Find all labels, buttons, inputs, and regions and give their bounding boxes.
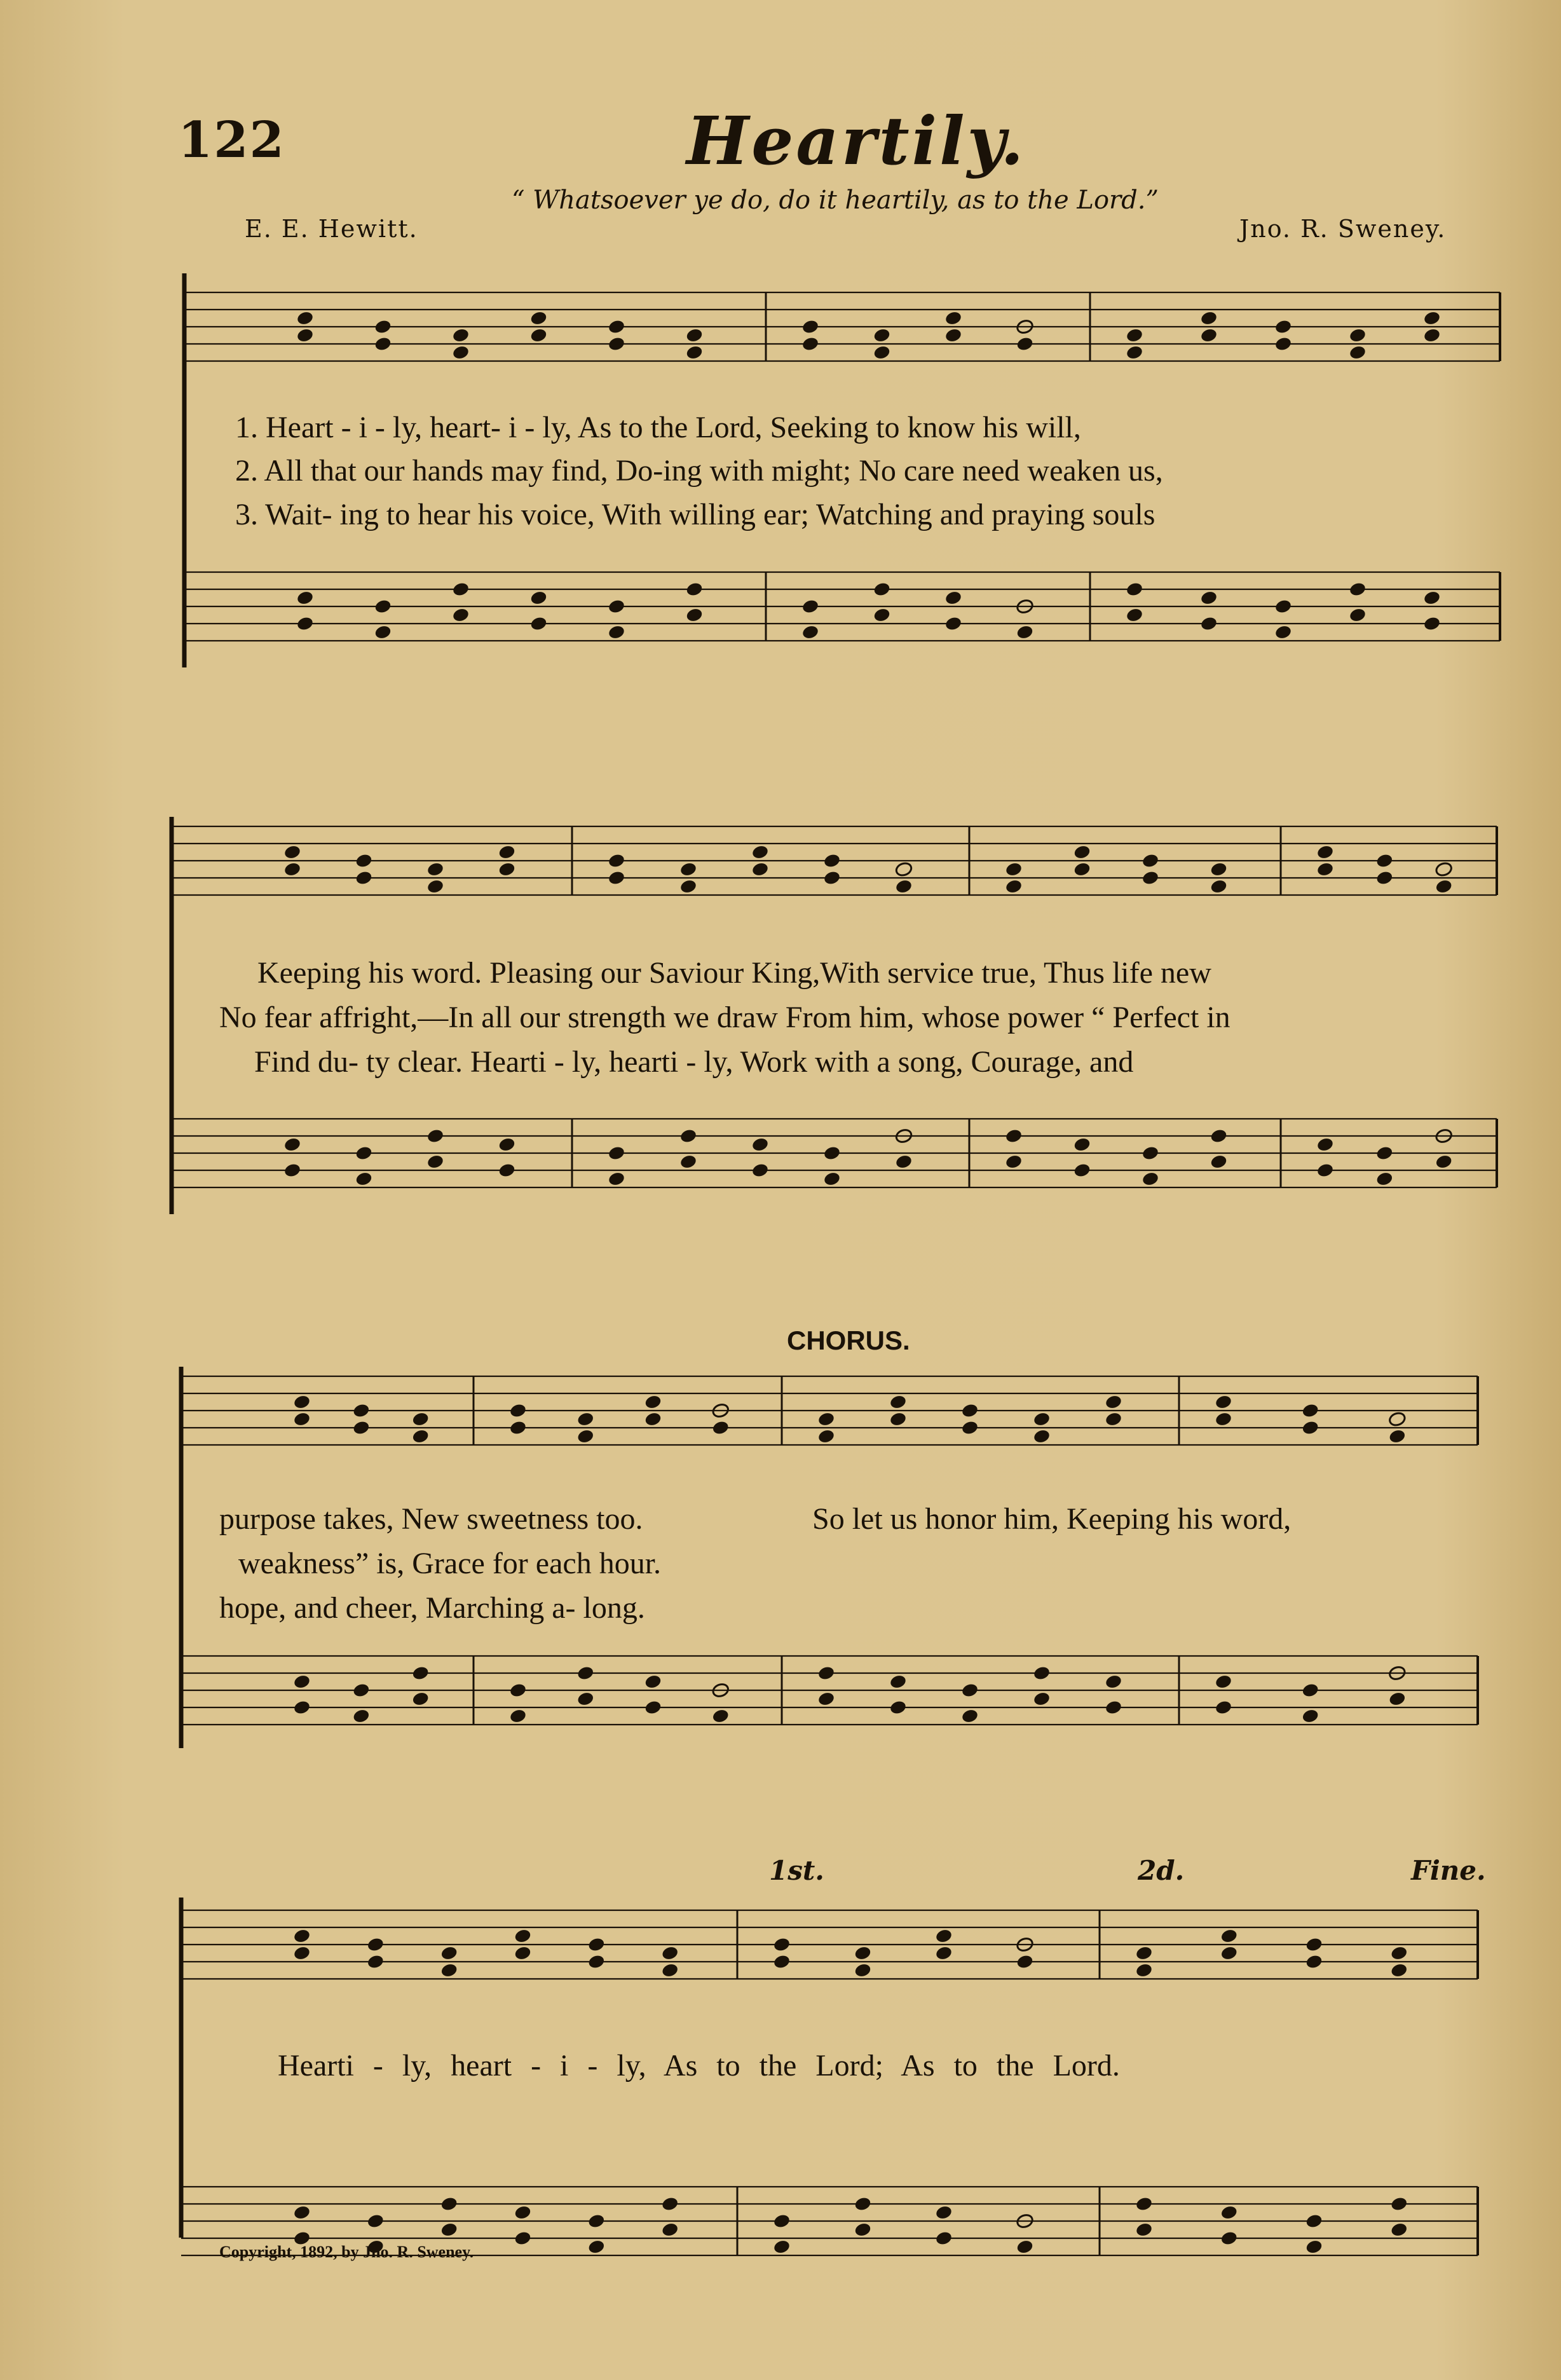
note-head — [293, 2205, 311, 2220]
note-head — [514, 2230, 532, 2246]
note-head — [374, 624, 392, 640]
note-head — [644, 1411, 662, 1427]
note-head — [355, 852, 373, 868]
note-head — [352, 1708, 371, 1724]
note-head — [1033, 1691, 1051, 1707]
note-head — [296, 615, 315, 631]
note-head — [661, 1945, 679, 1961]
note-head — [1274, 624, 1293, 640]
note-head — [895, 861, 913, 877]
note-head — [1033, 1665, 1051, 1681]
note-head — [1200, 327, 1218, 343]
note-head — [1301, 1419, 1319, 1435]
note-head — [1316, 1137, 1335, 1152]
note-head — [773, 1936, 791, 1952]
note-head — [498, 861, 516, 877]
note-head — [1349, 581, 1367, 597]
note-head — [374, 318, 392, 334]
note-head — [751, 1162, 770, 1178]
note-head — [1135, 1945, 1154, 1961]
note-head — [1210, 879, 1228, 894]
note-head — [283, 1137, 302, 1152]
note-head — [498, 1162, 516, 1178]
note-head — [1305, 1936, 1323, 1952]
note-head — [751, 844, 770, 860]
note-head — [961, 1682, 979, 1698]
lyric-s3-v3: hope, and cheer, Marching a- long. — [219, 1591, 645, 1625]
note-head — [1210, 1154, 1228, 1170]
note-head — [944, 327, 963, 343]
note-head — [873, 581, 891, 597]
note-head — [1135, 1962, 1154, 1978]
note-head — [1135, 2222, 1154, 2238]
note-head — [608, 870, 626, 886]
note-head — [1005, 861, 1023, 877]
note-head — [823, 852, 842, 868]
note-head — [1005, 1128, 1023, 1144]
note-head — [352, 1682, 371, 1698]
note-head — [296, 590, 315, 606]
note-head — [1435, 1154, 1453, 1170]
note-head — [661, 2196, 679, 2212]
copyright: Copyright, 1892, by Jno. R. Sweney. — [219, 2243, 474, 2261]
note-head — [817, 1691, 836, 1707]
note-head — [296, 327, 315, 343]
note-head — [644, 1699, 662, 1715]
note-head — [352, 1402, 371, 1418]
note-head — [293, 1394, 311, 1410]
note-head — [440, 1945, 458, 1961]
composer: Jno. R. Sweney. — [1239, 215, 1447, 243]
note-head — [529, 310, 548, 326]
note-head — [283, 861, 302, 877]
note-head — [711, 1419, 730, 1435]
note-head — [411, 1691, 430, 1707]
note-head — [817, 1665, 836, 1681]
lyric-s1-v1: 1. Heart - i - ly, heart- i - ly, As to the Lord, Seeking to know his will, — [235, 411, 1081, 444]
note-head — [1349, 345, 1367, 360]
note-head — [1016, 336, 1034, 352]
note-head — [1215, 1394, 1233, 1410]
note-head — [509, 1708, 528, 1724]
note-head — [1301, 1402, 1319, 1418]
note-head — [498, 844, 516, 860]
note-head — [961, 1419, 979, 1435]
note-head — [1316, 1162, 1335, 1178]
note-head — [1349, 607, 1367, 623]
note-head — [1305, 2213, 1323, 2229]
note-head — [1388, 1411, 1407, 1427]
note-head — [685, 607, 704, 623]
note-head — [1210, 861, 1228, 877]
lyric-s4: Hearti - ly, heart - i - ly, As to the Lord; As to the Lord. — [278, 2049, 1120, 2082]
note-head — [773, 2213, 791, 2229]
note-head — [411, 1665, 430, 1681]
note-head — [608, 624, 626, 640]
note-head — [935, 2205, 953, 2220]
note-head — [587, 1936, 606, 1952]
note-head — [685, 327, 704, 343]
first-ending-label: 1st. — [769, 1855, 824, 1886]
note-head — [293, 1699, 311, 1715]
note-head — [1105, 1699, 1123, 1715]
note-head — [452, 327, 470, 343]
note-head — [576, 1665, 595, 1681]
note-head — [773, 1953, 791, 1969]
note-head — [1375, 1145, 1394, 1161]
note-head — [1305, 1953, 1323, 1969]
note-head — [873, 327, 891, 343]
note-head — [1126, 607, 1144, 623]
note-head — [1435, 879, 1453, 894]
note-head — [961, 1402, 979, 1418]
note-head — [509, 1419, 528, 1435]
note-head — [509, 1402, 528, 1418]
note-head — [679, 1128, 698, 1144]
note-head — [661, 2222, 679, 2238]
note-head — [1375, 852, 1394, 868]
note-head — [644, 1674, 662, 1690]
note-head — [1200, 615, 1218, 631]
note-head — [608, 1145, 626, 1161]
note-head — [587, 1953, 606, 1969]
note-head — [1200, 310, 1218, 326]
note-head — [817, 1428, 836, 1444]
lyric-s2-v2: No fear affright,—In all our strength we draw From him, whose power “ Perfect in — [219, 1001, 1230, 1034]
note-head — [817, 1411, 836, 1427]
note-head — [1073, 844, 1091, 860]
note-head — [440, 1962, 458, 1978]
note-head — [1220, 1928, 1238, 1944]
note-head — [1349, 327, 1367, 343]
note-head — [355, 870, 373, 886]
note-head — [576, 1691, 595, 1707]
note-head — [1388, 1691, 1407, 1707]
note-head — [944, 590, 963, 606]
note-head — [514, 1928, 532, 1944]
lyric-s1-v2: 2. All that our hands may find, Do-ing with might; No care need weaken us, — [235, 454, 1163, 488]
note-head — [1105, 1394, 1123, 1410]
note-head — [644, 1394, 662, 1410]
note-head — [366, 2213, 385, 2229]
note-head — [1220, 1945, 1238, 1961]
note-head — [854, 1945, 872, 1961]
note-head — [1423, 615, 1442, 631]
note-head — [854, 1962, 872, 1978]
note-head — [679, 861, 698, 877]
note-head — [1215, 1699, 1233, 1715]
note-head — [587, 2239, 606, 2255]
note-head — [1073, 1162, 1091, 1178]
note-head — [1073, 861, 1091, 877]
note-head — [411, 1428, 430, 1444]
note-head — [1274, 336, 1293, 352]
note-head — [1142, 852, 1160, 868]
note-head — [679, 1154, 698, 1170]
note-head — [608, 318, 626, 334]
note-head — [352, 1419, 371, 1435]
note-head — [1016, 1953, 1034, 1969]
note-head — [293, 1674, 311, 1690]
note-head — [751, 1137, 770, 1152]
note-head — [1423, 590, 1442, 606]
note-head — [1316, 844, 1335, 860]
note-head — [801, 318, 820, 334]
note-head — [1142, 1145, 1160, 1161]
note-head — [355, 1145, 373, 1161]
note-head — [944, 615, 963, 631]
note-head — [685, 345, 704, 360]
note-head — [944, 310, 963, 326]
note-head — [411, 1411, 430, 1427]
note-head — [529, 327, 548, 343]
note-head — [1375, 1171, 1394, 1187]
note-head — [1126, 327, 1144, 343]
lyric-s1-v3: 3. Wait- ing to hear his voice, With willing ear; Watching and praying souls — [235, 498, 1155, 531]
note-head — [576, 1411, 595, 1427]
hymn-title: Heartily. — [686, 102, 1026, 180]
lyric-s3-v1: purpose takes, New sweetness too. — [219, 1502, 643, 1536]
note-head — [1423, 310, 1442, 326]
note-head — [426, 1154, 445, 1170]
note-head — [935, 1928, 953, 1944]
note-head — [711, 1708, 730, 1724]
note-head — [873, 345, 891, 360]
note-head — [452, 345, 470, 360]
note-head — [1316, 861, 1335, 877]
note-head — [751, 861, 770, 877]
note-head — [1135, 2196, 1154, 2212]
note-head — [426, 1128, 445, 1144]
note-head — [1274, 318, 1293, 334]
lyric-s2-v1: Keeping his word. Pleasing our Saviour King,With service true, Thus life new — [257, 956, 1211, 990]
note-head — [1220, 2205, 1238, 2220]
note-head — [608, 1171, 626, 1187]
fine-marking: Fine. — [1411, 1855, 1486, 1886]
note-head — [1016, 624, 1034, 640]
note-head — [661, 1962, 679, 1978]
note-head — [608, 598, 626, 614]
note-head — [426, 879, 445, 894]
note-head — [685, 581, 704, 597]
note-head — [773, 2239, 791, 2255]
note-head — [587, 2213, 606, 2229]
note-head — [1105, 1411, 1123, 1427]
note-head — [801, 624, 820, 640]
note-head — [1301, 1708, 1319, 1724]
note-head — [895, 879, 913, 894]
lyric-s2-v3: Find du- ty clear. Hearti - ly, hearti - ly, Work with a song, Courage, and — [254, 1045, 1134, 1079]
note-head — [374, 598, 392, 614]
note-head — [1005, 1154, 1023, 1170]
lyric-s3-v2: weakness” is, Grace for each hour. — [238, 1547, 662, 1580]
note-head — [823, 870, 842, 886]
note-head — [1220, 2230, 1238, 2246]
note-head — [283, 844, 302, 860]
note-head — [895, 1154, 913, 1170]
note-head — [514, 1945, 532, 1961]
note-head — [1274, 598, 1293, 614]
note-head — [854, 2222, 872, 2238]
note-head — [355, 1171, 373, 1187]
note-head — [576, 1428, 595, 1444]
note-head — [440, 2196, 458, 2212]
note-head — [1423, 327, 1442, 343]
note-head — [608, 852, 626, 868]
note-head — [1016, 2239, 1034, 2255]
note-head — [366, 1953, 385, 1969]
note-head — [801, 336, 820, 352]
note-head — [1301, 1682, 1319, 1698]
note-head — [823, 1171, 842, 1187]
note-head — [1073, 1137, 1091, 1152]
note-head — [935, 2230, 953, 2246]
second-ending-label: 2d. — [1138, 1855, 1185, 1886]
note-head — [961, 1708, 979, 1724]
note-head — [514, 2205, 532, 2220]
note-head — [1126, 581, 1144, 597]
note-head — [293, 1928, 311, 1944]
note-head — [889, 1394, 908, 1410]
note-head — [1142, 870, 1160, 886]
note-head — [1215, 1674, 1233, 1690]
author: E. E. Hewitt. — [245, 215, 418, 243]
note-head — [1375, 870, 1394, 886]
note-head — [293, 1945, 311, 1961]
note-head — [889, 1411, 908, 1427]
epigraph: “ Whatsoever ye do, do it heartily, as to the Lord.” — [512, 186, 1159, 215]
note-head — [1390, 2196, 1408, 2212]
note-head — [529, 615, 548, 631]
note-head — [823, 1145, 842, 1161]
note-head — [498, 1137, 516, 1152]
lyric-s3-chorus: So let us honor him, Keeping his word, — [812, 1502, 1292, 1536]
note-head — [801, 598, 820, 614]
note-head — [440, 2222, 458, 2238]
note-head — [1390, 1945, 1408, 1961]
note-head — [366, 1936, 385, 1952]
note-head — [889, 1674, 908, 1690]
page-number: 122 — [178, 111, 285, 169]
note-head — [1390, 1962, 1408, 1978]
note-head — [529, 590, 548, 606]
note-head — [608, 336, 626, 352]
note-head — [374, 336, 392, 352]
note-head — [1390, 2222, 1408, 2238]
note-head — [1210, 1128, 1228, 1144]
note-head — [283, 1162, 302, 1178]
note-head — [1142, 1171, 1160, 1187]
note-head — [1105, 1674, 1123, 1690]
note-head — [1005, 879, 1023, 894]
note-head — [935, 1945, 953, 1961]
note-head — [1215, 1411, 1233, 1427]
note-head — [873, 607, 891, 623]
note-head — [509, 1682, 528, 1698]
note-head — [452, 607, 470, 623]
chorus-label: CHORUS. — [787, 1325, 910, 1355]
note-head — [293, 1411, 311, 1427]
note-head — [679, 879, 698, 894]
note-head — [296, 310, 315, 326]
note-head — [1200, 590, 1218, 606]
note-head — [452, 581, 470, 597]
note-head — [1388, 1428, 1407, 1444]
note-head — [1305, 2239, 1323, 2255]
note-head — [1033, 1411, 1051, 1427]
note-head — [426, 861, 445, 877]
note-head — [1033, 1428, 1051, 1444]
note-head — [1435, 861, 1453, 877]
note-head — [889, 1699, 908, 1715]
note-head — [854, 2196, 872, 2212]
note-head — [1126, 345, 1144, 360]
